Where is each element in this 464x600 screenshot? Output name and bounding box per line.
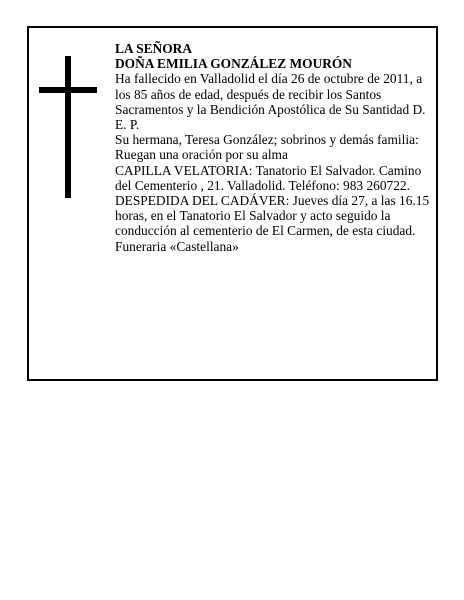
- prayer-request: Ruegan una oración por su alma: [115, 147, 288, 163]
- family-line: Su hermana, Teresa González; sobrinos y demás familia:: [115, 132, 419, 148]
- cross-vertical-bar: [65, 56, 71, 198]
- obituary-notice: [27, 26, 438, 381]
- notice-text: [115, 41, 431, 254]
- notice-title: LA SEÑORA: [115, 41, 193, 56]
- farewell-info: DESPEDIDA DEL CADÁVER: Jueves día 27, a las 16.15 horas, en el Tanatorio El Salvador y acto seguido la conducción al cementerio de El Carmen, de esta ciudad.: [115, 193, 430, 239]
- cross-icon: [39, 56, 97, 198]
- funeral-home: Funeraria «Castellana»: [115, 238, 239, 254]
- deceased-name: DOÑA EMILIA GONZÁLEZ MOURÓN: [115, 56, 352, 72]
- cross-horizontal-bar: [39, 87, 97, 93]
- death-announcement: Ha fallecido en Valladolid el día 26 de octubre de 2011, a los 85 años de edad, después de recibir los Santos Sacramentos y la Bendición Apostólica de Su Santidad D. E. P.: [115, 71, 426, 133]
- wake-chapel-info: CAPILLA VELATORIA: Tanatorio El Salvador. Camino del Cementerio , 21. Valladolid. Teléfono: 983 260722.: [115, 162, 422, 193]
